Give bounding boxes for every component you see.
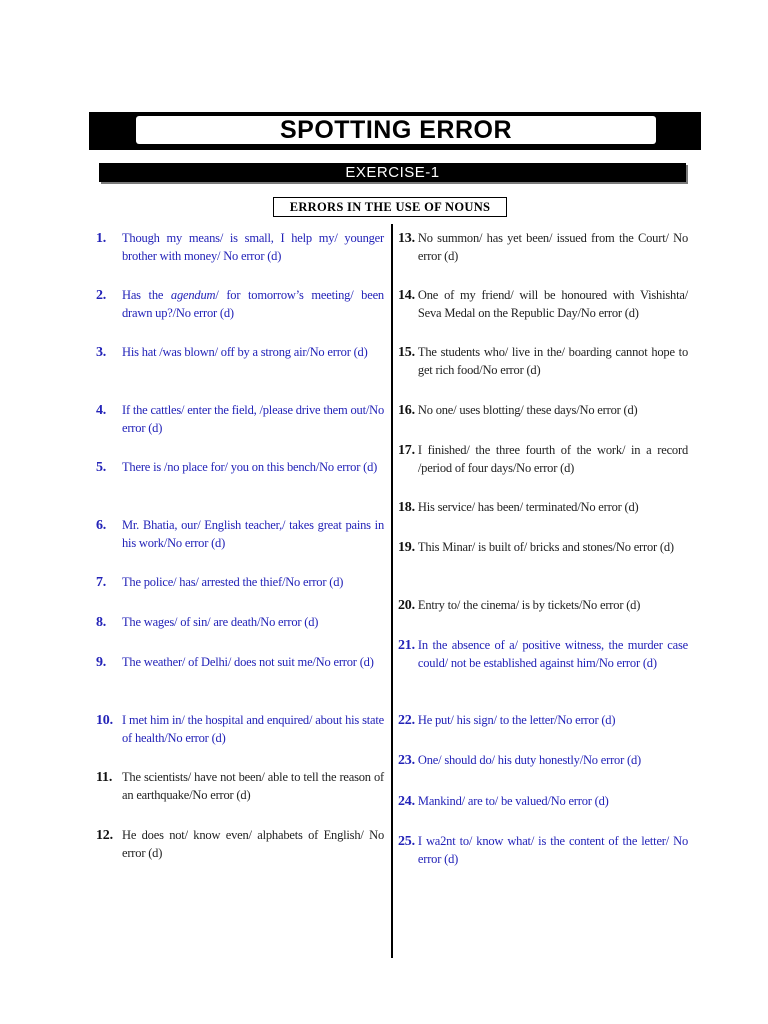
question-number: 21.	[398, 638, 415, 653]
question-6	[96, 517, 384, 552]
question-text: In the absence of a/ positive witness, the murder case could/ not be established against him/No error (d)	[417, 638, 688, 670]
section-heading-box	[273, 197, 507, 217]
question-number: 7.	[96, 575, 107, 590]
question-text: Mr. Bhatia, our/ English teacher,/ takes great pains in his work/No error (d)	[122, 518, 384, 550]
question-4	[96, 402, 384, 437]
question-14	[398, 287, 688, 322]
question-text: He does not/ know even/ alphabets of English/ No error (d)	[122, 828, 384, 860]
question-text-italic: agendum	[170, 288, 216, 302]
question-number: 15.	[398, 345, 415, 360]
question-number: 8.	[96, 615, 107, 630]
question-number: 11.	[96, 770, 113, 785]
question-number: 23.	[398, 753, 415, 768]
question-number: 22.	[398, 713, 415, 728]
question-17	[398, 442, 688, 477]
question-11	[96, 769, 384, 804]
question-number: 17.	[398, 443, 415, 458]
question-text: Though my means/ is small, I help my/ younger brother with money/ No error (d)	[122, 231, 384, 263]
question-3	[96, 344, 384, 362]
exercise-banner	[99, 163, 686, 182]
question-text: His hat /was blown/ off by a strong air/No error (d)	[122, 345, 368, 359]
question-text: The police/ has/ arrested the thief/No error (d)	[122, 575, 344, 589]
question-text: This Minar/ is built of/ bricks and stones/No error (d)	[417, 540, 674, 554]
question-16	[398, 402, 688, 420]
question-text: The students who/ live in the/ boarding cannot hope to get rich food/No error (d)	[417, 345, 688, 377]
question-22	[398, 712, 688, 730]
question-25	[398, 833, 688, 868]
question-19	[398, 539, 688, 557]
question-text-part: Has the	[122, 288, 171, 302]
question-8	[96, 614, 384, 632]
question-9	[96, 654, 384, 672]
question-number: 1.	[96, 231, 107, 246]
question-text-part: / for tomorrow’s meeting/ been drawn up?/No error (d)	[122, 288, 384, 320]
question-number: 10.	[96, 713, 113, 728]
title-box	[136, 116, 656, 144]
question-text: His service/ has been/ terminated/No error (d)	[417, 500, 639, 514]
question-number: 24.	[398, 794, 415, 809]
question-text: I wa2nt to/ know what/ is the content of the letter/ No error (d)	[417, 834, 688, 866]
question-18	[398, 499, 688, 517]
question-text: The wages/ of sin/ are death/No error (d)	[122, 615, 319, 629]
question-number: 4.	[96, 403, 107, 418]
question-24	[398, 793, 688, 811]
question-number: 14.	[398, 288, 415, 303]
question-number: 25.	[398, 834, 415, 849]
question-text: He put/ his sign/ to the letter/No error (d)	[417, 713, 616, 727]
question-text: No summon/ has yet been/ issued from the Court/ No error (d)	[417, 231, 688, 263]
question-number: 16.	[398, 403, 415, 418]
question-23	[398, 752, 688, 770]
question-5	[96, 459, 384, 477]
question-text: I met him in/ the hospital and enquired/ about his state of health/No error (d)	[122, 713, 384, 745]
question-number: 9.	[96, 655, 107, 670]
question-text: There is /no place for/ you on this bench/No error (d)	[122, 460, 378, 474]
question-12	[96, 827, 384, 862]
question-15	[398, 344, 688, 379]
question-10	[96, 712, 384, 747]
question-2	[96, 287, 384, 322]
question-number: 3.	[96, 345, 107, 360]
title-banner	[89, 112, 701, 150]
column-divider	[391, 224, 393, 958]
question-number: 5.	[96, 460, 107, 475]
question-1	[96, 230, 384, 265]
question-number: 19.	[398, 540, 415, 555]
question-number: 13.	[398, 231, 415, 246]
question-text: Entry to/ the cinema/ is by tickets/No error (d)	[417, 598, 641, 612]
question-13	[398, 230, 688, 265]
question-text: One/ should do/ his duty honestly/No error (d)	[417, 753, 641, 767]
question-text	[122, 287, 384, 322]
question-text: I finished/ the three fourth of the work/ in a record /period of four days/No error (d)	[417, 443, 688, 475]
question-number: 12.	[96, 828, 113, 843]
question-text: The weather/ of Delhi/ does not suit me/No error (d)	[122, 655, 374, 669]
page-title: SPOTTING ERROR	[279, 115, 512, 144]
exercise-label: EXERCISE-1	[345, 164, 440, 181]
section-heading: ERRORS IN THE USE OF NOUNS	[289, 199, 491, 214]
question-7	[96, 574, 384, 592]
question-text: One of my friend/ will be honoured with Vishishta/ Seva Medal on the Republic Day/No error (d)	[417, 288, 688, 320]
question-text: Mankind/ are to/ be valued/No error (d)	[417, 794, 609, 808]
question-number: 18.	[398, 500, 415, 515]
question-21	[398, 637, 688, 672]
question-number: 20.	[398, 598, 415, 613]
question-text: No one/ uses blotting/ these days/No error (d)	[417, 403, 638, 417]
question-20	[398, 597, 688, 615]
question-number: 6.	[96, 518, 107, 533]
question-text: If the cattles/ enter the field, /please drive them out/No error (d)	[122, 403, 384, 435]
question-number: 2.	[96, 288, 107, 303]
question-text: The scientists/ have not been/ able to tell the reason of an earthquake/No error (d)	[122, 770, 384, 802]
